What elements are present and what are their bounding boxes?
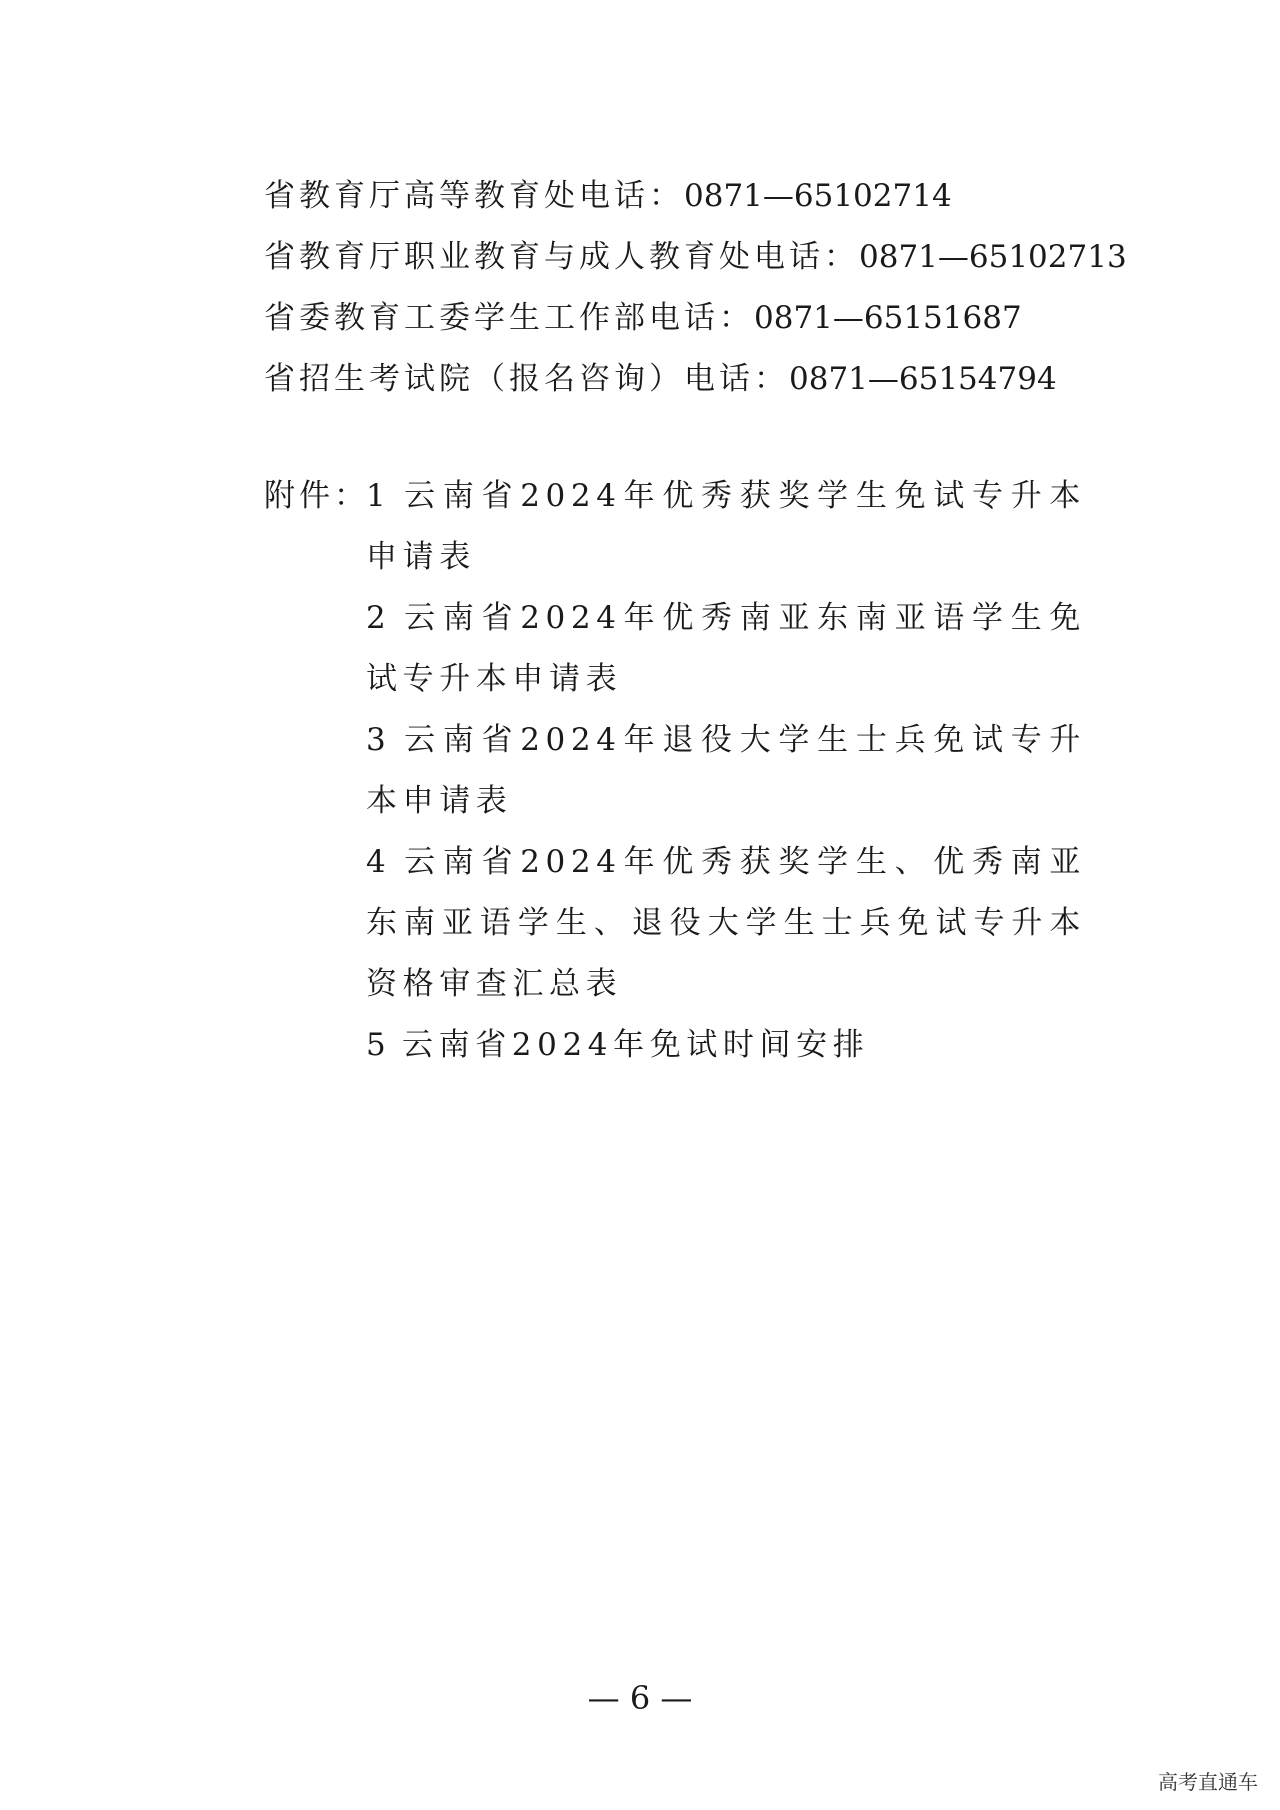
attachment-number: 5 <box>366 1027 386 1063</box>
attachment-list <box>366 466 1086 1076</box>
attachment-title: 云南省2024年免试时间安排 <box>402 1027 870 1063</box>
attachment-number: 4 <box>366 844 386 880</box>
contact-list <box>264 166 1127 410</box>
attachment-item <box>366 710 1086 832</box>
attachment-number: 2 <box>366 600 386 636</box>
attachment-item <box>366 466 1086 588</box>
contact-label: 省招生考试院（报名咨询）电话： <box>264 361 789 397</box>
contact-line <box>264 166 1127 227</box>
contact-phone: 0871—65151687 <box>754 300 1022 336</box>
attachment-title: 云南省2024年优秀获奖学生免试专升本申请表 <box>366 478 1086 575</box>
contact-phone: 0871—65102713 <box>859 239 1127 275</box>
contact-line <box>264 288 1127 349</box>
contact-phone: 0871—65154794 <box>789 361 1057 397</box>
watermark: 高考直通车 <box>1158 1770 1258 1794</box>
attachment-item <box>366 588 1086 710</box>
attachment-title: 云南省2024年优秀南亚东南亚语学生免试专升本申请表 <box>366 600 1086 697</box>
contact-phone: 0871—65102714 <box>684 178 952 214</box>
contact-line <box>264 349 1127 410</box>
attachment-number: 1 <box>366 478 386 514</box>
attachment-item <box>366 832 1086 1015</box>
attachment-title: 云南省2024年优秀获奖学生、优秀南亚东南亚语学生、退役大学生士兵免试专升本资格审查汇总表 <box>366 844 1086 1002</box>
contact-line <box>264 227 1127 288</box>
page-number: — 6 — <box>587 1679 693 1717</box>
attachment-title: 云南省2024年退役大学生士兵免试专升本申请表 <box>366 722 1086 819</box>
attachment-item <box>366 1015 1086 1076</box>
contact-label: 省教育厅高等教育处电话： <box>264 178 684 214</box>
contact-label: 省委教育工委学生工作部电话： <box>264 300 754 336</box>
attachments-label: 附件： <box>264 478 369 514</box>
contact-label: 省教育厅职业教育与成人教育处电话： <box>264 239 859 275</box>
attachment-number: 3 <box>366 722 386 758</box>
